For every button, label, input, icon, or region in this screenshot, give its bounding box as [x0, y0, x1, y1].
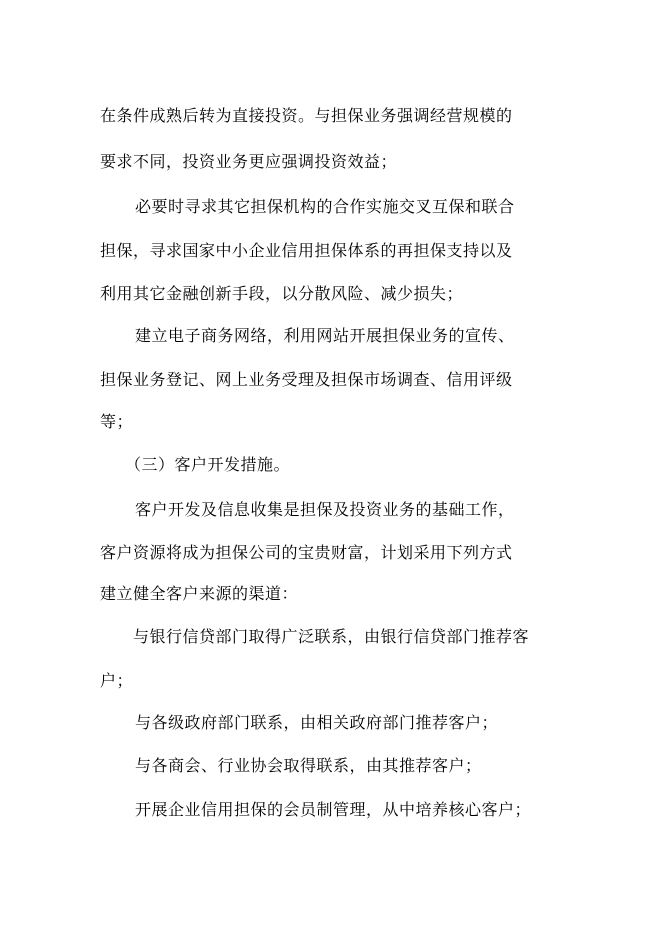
text-line: 与银行信贷部门取得广泛联系，由银行信贷部门推荐客	[133, 627, 530, 646]
text-line: 户；	[100, 671, 134, 690]
text-line: 必要时寻求其它担保机构的合作实施交叉互保和联合	[135, 197, 515, 216]
text-line: 担保，寻求国家中小企业信用担保体系的再担保支持以及	[100, 241, 513, 260]
text-line: 与各商会、行业协会取得联系，由其推荐客户；	[135, 756, 482, 775]
text-line: 利用其它金融创新手段，以分散风险、减少损失；	[100, 284, 464, 303]
text-line: 等；	[100, 412, 134, 431]
section-heading: （三）客户开发措施。	[125, 455, 291, 474]
text-line: 开展企业信用担保的会员制管理，从中培养核心客户；	[135, 800, 532, 819]
text-line: 在条件成熟后转为直接投资。与担保业务强调经营规模的	[100, 106, 513, 125]
text-line: 客户资源将成为担保公司的宝贵财富，计划采用下列方式	[100, 543, 513, 562]
text-line: 客户开发及信息收集是担保及投资业务的基础工作，	[135, 500, 515, 519]
text-line: 建立健全客户来源的渠道：	[100, 584, 299, 603]
text-line: 建立电子商务网络，利用网站开展担保业务的宣传、	[135, 326, 515, 345]
text-line: 要求不同，投资业务更应强调投资效益；	[100, 152, 398, 171]
text-line: 与各级政府部门联系，由相关政府部门推荐客户；	[135, 713, 499, 732]
text-line: 担保业务登记、网上业务受理及担保市场调查、信用评级	[100, 370, 513, 389]
